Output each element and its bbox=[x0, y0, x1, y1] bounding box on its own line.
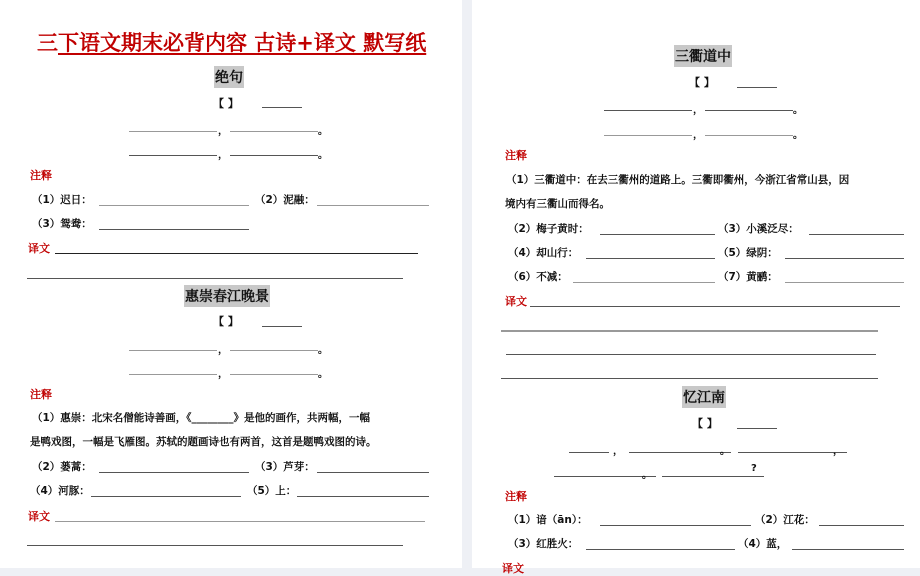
comma: ， bbox=[218, 345, 228, 356]
translation-blank[interactable] bbox=[27, 278, 403, 279]
note-label: （2）江花： bbox=[755, 514, 815, 526]
note-text: （1）三衢道中：在去三衢州的道路上。三衢即衢州，今浙江省常山县，因 bbox=[506, 174, 850, 186]
verse-blank[interactable] bbox=[129, 155, 217, 156]
poem-title-huichong: 惠崇春江晚景 bbox=[184, 285, 270, 307]
dynasty-blank[interactable] bbox=[262, 326, 302, 327]
note-blank[interactable] bbox=[586, 258, 715, 259]
note-blank[interactable] bbox=[600, 525, 751, 526]
document-page-right bbox=[472, 0, 920, 575]
period: 。 bbox=[318, 126, 328, 137]
translation-blank[interactable] bbox=[501, 330, 878, 332]
comma: ， bbox=[613, 446, 623, 457]
poem-title-sanqu: 三衢道中 bbox=[674, 45, 732, 67]
note-label: （1）迟日： bbox=[32, 194, 92, 206]
author-bracket: 【 】 bbox=[213, 97, 239, 110]
note-label: （2）梅子黄时： bbox=[508, 223, 589, 235]
notes-label: 注释 bbox=[505, 490, 527, 503]
verse-blank[interactable] bbox=[604, 110, 692, 111]
note-blank[interactable] bbox=[785, 258, 904, 259]
note-label: （2）泥融： bbox=[255, 194, 315, 206]
poem-title-jueju: 绝句 bbox=[214, 66, 244, 88]
title-rest: 下语文期末必背内容 古诗+译文 默写纸 bbox=[58, 31, 427, 55]
note-label: （3）芦芽： bbox=[255, 461, 315, 473]
translation-blank[interactable] bbox=[27, 545, 403, 546]
author-bracket: 【 】 bbox=[213, 315, 239, 328]
note-label: （7）黄鹂： bbox=[718, 271, 778, 283]
translation-blank[interactable] bbox=[530, 306, 900, 307]
comma: ， bbox=[218, 126, 228, 137]
note-blank[interactable] bbox=[99, 205, 249, 206]
poem-title-yijiangnan: 忆江南 bbox=[682, 386, 726, 408]
note-blank[interactable] bbox=[91, 496, 241, 497]
dynasty-blank[interactable] bbox=[262, 107, 302, 108]
note-blank[interactable] bbox=[600, 234, 715, 235]
note-label: （2）蒌蒿： bbox=[32, 461, 92, 473]
comma: ， bbox=[693, 105, 703, 116]
comma: ， bbox=[218, 369, 228, 380]
translation-blank[interactable] bbox=[501, 378, 878, 379]
period: 。 bbox=[318, 150, 328, 161]
note-blank[interactable] bbox=[317, 472, 429, 473]
period: 。 bbox=[318, 369, 328, 380]
note-blank[interactable] bbox=[297, 496, 429, 497]
note-label: （4）却山行： bbox=[508, 247, 579, 259]
note-label: （6）不减： bbox=[508, 271, 568, 283]
comma: ， bbox=[218, 150, 228, 161]
note-blank[interactable] bbox=[317, 205, 429, 206]
note-label: （3）红胜火： bbox=[508, 538, 579, 550]
translation-label: 译文 bbox=[28, 510, 50, 523]
note-blank[interactable] bbox=[99, 229, 249, 230]
translation-label: 译文 bbox=[505, 295, 527, 308]
note-blank[interactable] bbox=[809, 234, 904, 235]
translation-label: 译文 bbox=[28, 242, 50, 255]
question-mark: ? bbox=[751, 463, 757, 474]
verse-blank[interactable] bbox=[569, 452, 609, 453]
translation-blank[interactable] bbox=[55, 521, 425, 522]
verse-blank[interactable] bbox=[604, 135, 692, 136]
note-text: （1）惠崇：北宋名僧能诗善画，《________》是他的画作，共两幅，一幅 bbox=[32, 412, 371, 424]
dynasty-blank[interactable] bbox=[737, 428, 777, 429]
comma: ， bbox=[833, 446, 843, 457]
verse-blank[interactable] bbox=[129, 131, 217, 132]
verse-blank[interactable] bbox=[230, 350, 318, 351]
verse-blank[interactable] bbox=[705, 135, 793, 136]
note-label: （5）上： bbox=[247, 485, 297, 497]
notes-label: 注释 bbox=[30, 169, 52, 182]
period: 。 bbox=[318, 345, 328, 356]
translation-blank[interactable] bbox=[55, 253, 418, 254]
note-blank[interactable] bbox=[586, 549, 735, 550]
dynasty-blank[interactable] bbox=[737, 87, 777, 88]
author-bracket: 【 】 bbox=[692, 417, 718, 430]
note-blank[interactable] bbox=[573, 282, 715, 283]
verse-blank[interactable] bbox=[230, 155, 318, 156]
comma: ， bbox=[693, 130, 703, 141]
title-first-char: 三 bbox=[37, 31, 58, 55]
note-text: 境内有三衢山而得名。 bbox=[505, 198, 610, 210]
verse-blank[interactable] bbox=[554, 476, 656, 477]
note-blank[interactable] bbox=[99, 472, 249, 473]
translation-label: 译文 bbox=[502, 562, 524, 575]
note-label: （3）鸳鸯： bbox=[32, 218, 92, 230]
document-page-left bbox=[0, 0, 462, 568]
note-label: （4）蓝， bbox=[738, 538, 788, 550]
period: 。 bbox=[793, 105, 803, 116]
note-blank[interactable] bbox=[785, 282, 904, 283]
note-blank[interactable] bbox=[792, 549, 904, 550]
author-bracket: 【 】 bbox=[689, 76, 715, 89]
notes-label: 注释 bbox=[505, 149, 527, 162]
note-label: （4）河豚： bbox=[30, 485, 90, 497]
verse-blank[interactable] bbox=[129, 350, 217, 351]
note-label: （1）谙（ān）： bbox=[508, 514, 588, 526]
verse-blank[interactable] bbox=[705, 110, 793, 111]
verse-blank[interactable] bbox=[129, 374, 217, 375]
note-blank[interactable] bbox=[819, 525, 904, 526]
period: 。 bbox=[793, 130, 803, 141]
note-label: （5）绿阴： bbox=[718, 247, 778, 259]
note-text: 是鸭戏图，一幅是飞雁图。苏轼的题画诗也有两首，这首是题鸭戏图的诗。 bbox=[30, 436, 377, 448]
notes-label: 注释 bbox=[30, 388, 52, 401]
period: 。 bbox=[642, 470, 652, 481]
document-title bbox=[37, 27, 426, 57]
verse-blank[interactable] bbox=[230, 374, 318, 375]
verse-blank[interactable] bbox=[662, 476, 764, 477]
verse-blank[interactable] bbox=[230, 131, 318, 132]
period: 。 bbox=[720, 446, 730, 457]
note-label: （3）小溪泛尽： bbox=[718, 223, 799, 235]
translation-blank[interactable] bbox=[506, 354, 876, 355]
verse-blank[interactable] bbox=[629, 452, 731, 453]
verse-blank[interactable] bbox=[738, 452, 847, 453]
